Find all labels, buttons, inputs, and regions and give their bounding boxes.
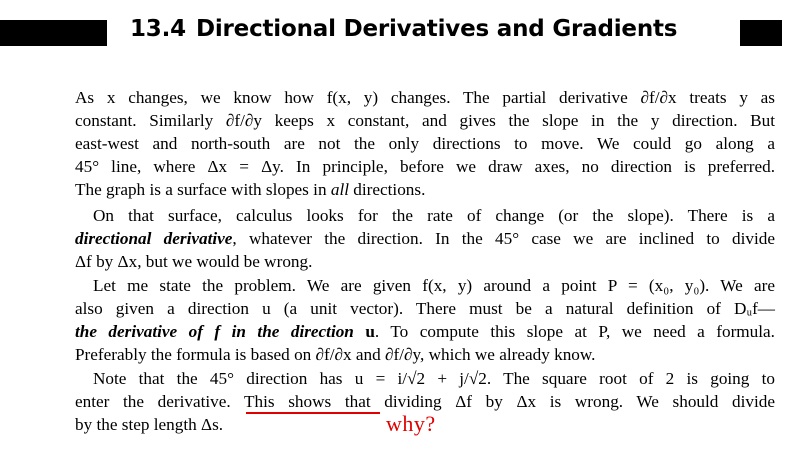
paragraph1-line5 <box>75 179 775 201</box>
paragraph1-line2: constant. Similarly ∂f/∂y keeps x constant, and gives the slope in the y direction. But <box>75 111 775 130</box>
paragraph2-line2 <box>75 228 775 250</box>
paragraph1-line5-end: directions. <box>349 180 426 199</box>
section-title: Directional Derivatives and Gradients <box>195 16 678 42</box>
paragraph2-line2-rest: , whatever the direction. In the 45° case we are inclined to divide <box>232 229 775 248</box>
page-header <box>130 16 677 42</box>
header-bar-left <box>0 20 107 46</box>
paragraph4-line2: enter the derivative. This shows that dividing Δf by Δx is wrong. We should divide <box>75 392 775 411</box>
annotation-why: why? <box>386 411 436 436</box>
paragraph1-line1: As x changes, we know how f(x, y) changes. The partial derivative ∂f/∂x treats y as <box>75 88 775 107</box>
header-bar-right <box>740 20 782 46</box>
paragraph4-line3: by the step length Δs. <box>75 415 224 434</box>
paragraph3-line4: Preferably the formula is based on ∂f/∂x and ∂f/∂y, which we already know. <box>75 345 596 364</box>
paragraph2-line3: Δf by Δx, but we would be wrong. <box>75 252 313 271</box>
paragraph3-line3-rest: . To compute this slope at P, we need a formula. <box>374 322 775 341</box>
paragraph1-line5-start: The graph is a surface with slopes in <box>75 180 331 199</box>
paragraph3-line1: Let me state the problem. We are given f(x, y) around a point P = (x₀, y₀). We are <box>93 276 775 295</box>
paragraph3-line3 <box>75 321 775 343</box>
paragraph1-line3: east-west and north-south are not the only directions to move. We could go along a <box>75 134 775 153</box>
paragraph3-line2: also given a direction u (a unit vector). There must be a natural definition of Dᵤf— <box>75 299 775 318</box>
term-derivative-in-direction: the derivative of f in the direction <box>75 322 366 341</box>
paragraph2-line1: On that surface, calculus looks for the rate of change (or the slope). There is a <box>93 206 775 225</box>
emphasis-all: all <box>330 180 349 199</box>
annotation-underline <box>246 412 380 414</box>
term-directional-derivative: directional derivative <box>75 229 233 248</box>
paragraph4-line1: Note that the 45° direction has u = i/√2 + j/√2. The square root of 2 is going to <box>93 369 775 388</box>
vector-u: u <box>365 322 375 341</box>
section-number: 13.4 <box>130 16 186 42</box>
paragraph1-line4: 45° line, where Δx = Δy. In principle, before we draw axes, no direction is preferred. <box>75 157 775 176</box>
